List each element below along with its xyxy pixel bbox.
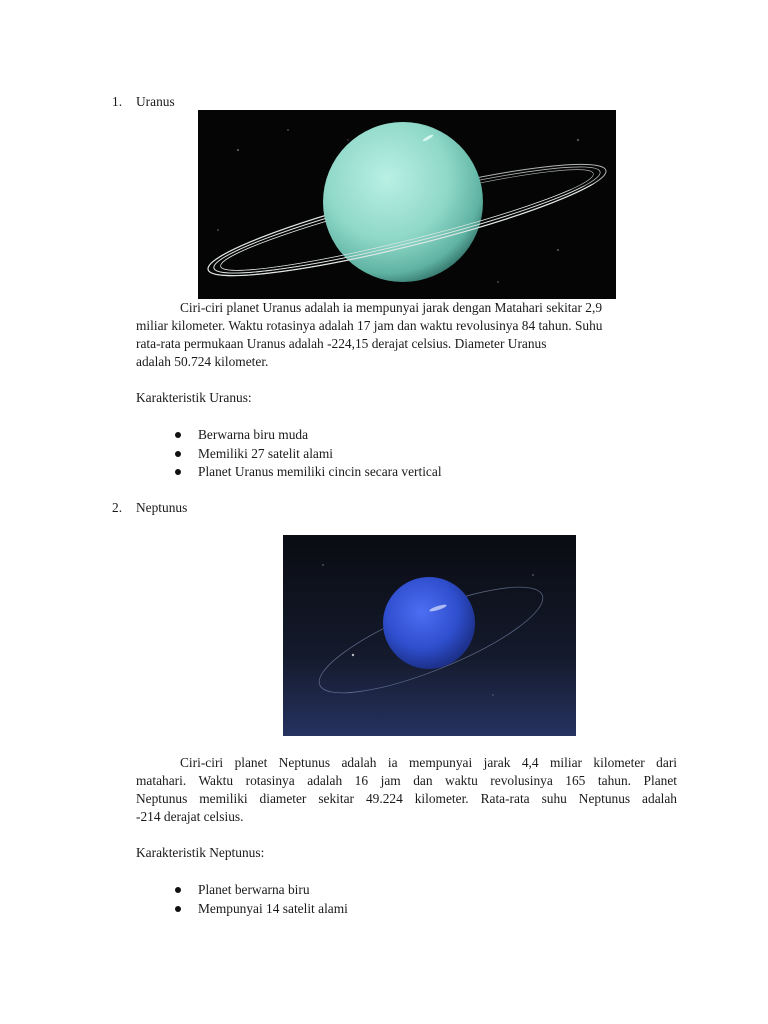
bullet-icon <box>175 906 181 912</box>
paragraph-line: Neptunus memiliki diameter sekitar 49.224 kilometer. Rata-rata suhu Neptunus adalah <box>136 791 677 806</box>
list-item-text: Planet Uranus memiliki cincin secara vertical <box>198 464 442 479</box>
uranus-image <box>198 110 616 299</box>
paragraph-line: adalah 50.724 kilometer. <box>136 354 269 369</box>
characteristics-heading: Karakteristik Uranus: <box>136 390 252 405</box>
paragraph-line: Ciri-ciri planet Neptunus adalah ia mempunyai jarak 4,4 miliar kilometer dari <box>180 755 677 770</box>
paragraph-line: miliar kilometer. Waktu rotasinya adalah 17 jam dan waktu revolusinya 84 tahun. Suhu <box>136 318 603 333</box>
characteristics-heading: Karakteristik Neptunus: <box>136 845 265 860</box>
bullet-icon <box>175 887 181 893</box>
neptunus-image <box>283 535 576 736</box>
bullet-icon <box>175 469 181 475</box>
paragraph-line: -214 derajat celsius. <box>136 809 244 824</box>
section-title: Neptunus <box>136 500 188 515</box>
list-number: 2. <box>112 500 123 515</box>
section-title: Uranus <box>136 94 175 109</box>
list-item-text: Memiliki 27 satelit alami <box>198 446 333 461</box>
list-item-text: Planet berwarna biru <box>198 882 310 897</box>
list-item-text: Berwarna biru muda <box>198 427 309 442</box>
neptunus-description <box>136 754 677 826</box>
paragraph-line: rata-rata permukaan Uranus adalah -224,15 derajat celsius. Diameter Uranus <box>136 336 547 351</box>
bullet-icon <box>175 432 181 438</box>
paragraph-line: Ciri-ciri planet Uranus adalah ia mempunyai jarak dengan Matahari sekitar 2,9 <box>180 300 603 315</box>
uranus-description <box>136 299 677 371</box>
paragraph-line: matahari. Waktu rotasinya adalah 16 jam dan waktu revolusinya 165 tahun. Planet <box>136 773 677 788</box>
bullet-icon <box>175 451 181 457</box>
list-number: 1. <box>112 94 123 109</box>
list-item-text: Mempunyai 14 satelit alami <box>198 901 348 916</box>
